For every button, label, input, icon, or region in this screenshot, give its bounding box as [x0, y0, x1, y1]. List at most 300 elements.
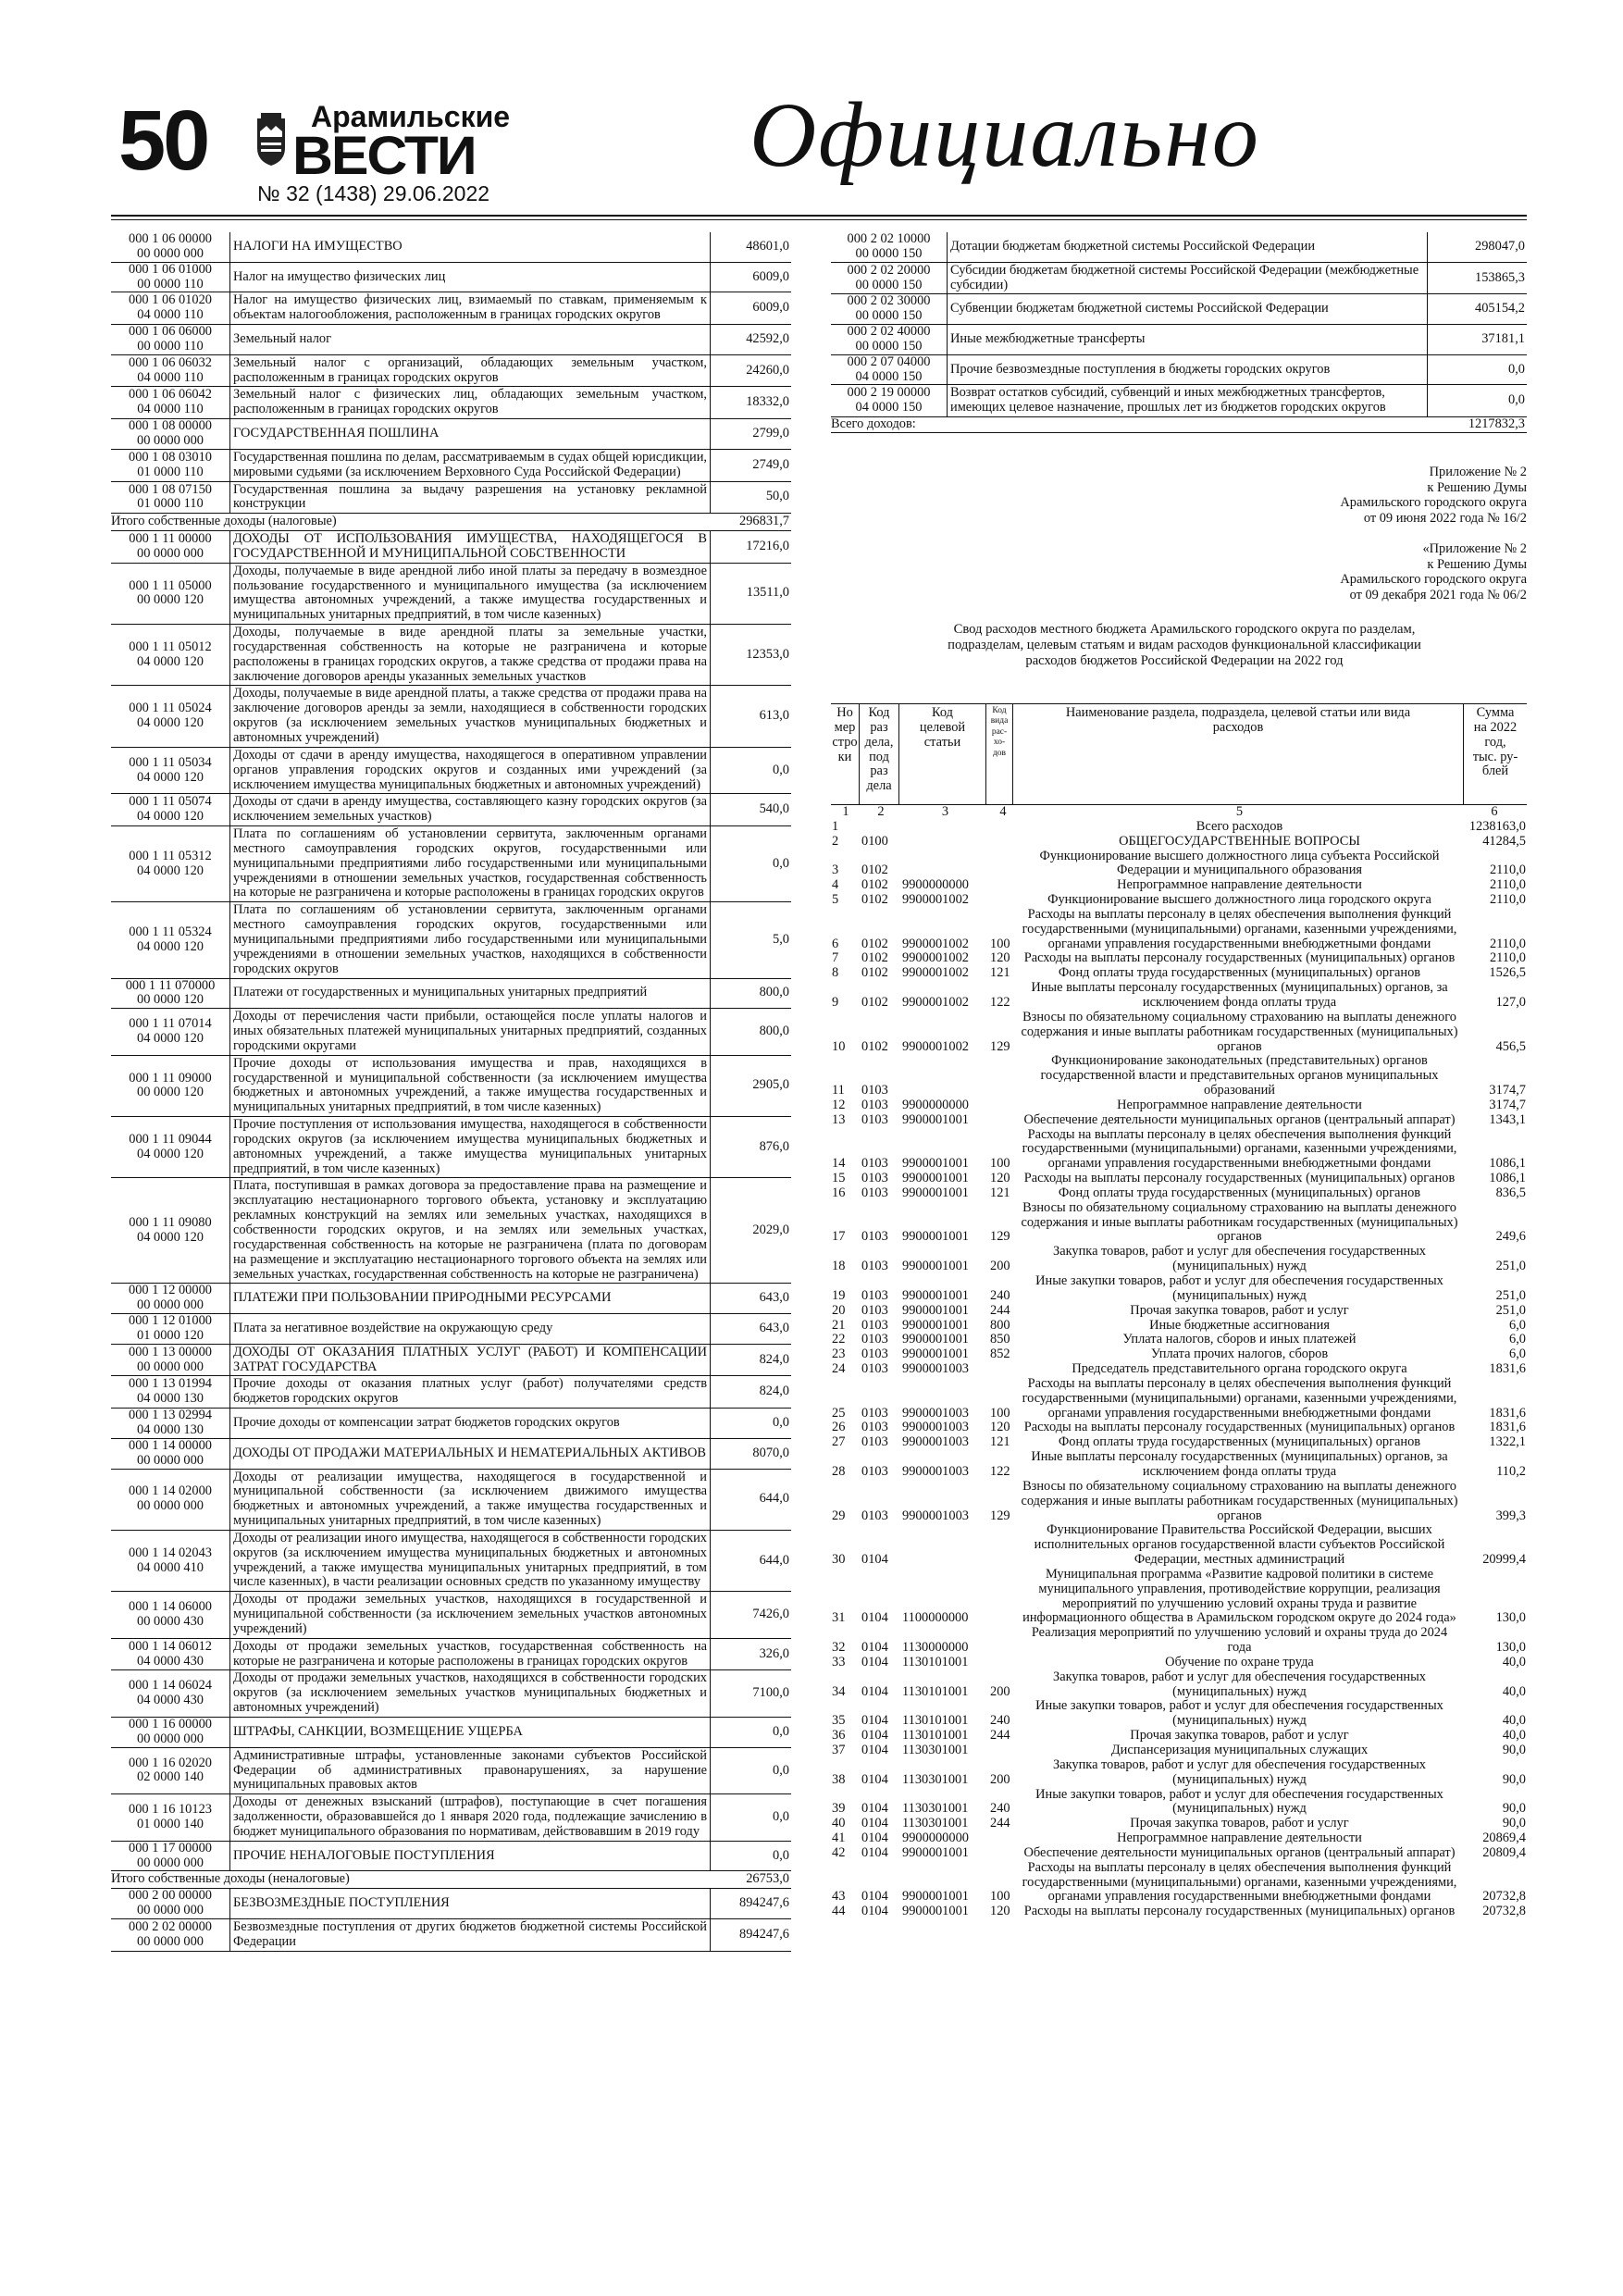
- expense-name: Расходы на выплаты персоналу государственных (муниципальных) органов: [1023, 1904, 1456, 1919]
- row-number: 10: [832, 1038, 846, 1054]
- header-target-code: [899, 704, 986, 804]
- income-value: 644,0: [759, 1491, 789, 1507]
- expense-name: Функционирование Правительства Российской Федерации, высших исполнительных органов государственной власти субъектов Российской Федерации, местных администраций: [1034, 1522, 1445, 1568]
- income-row: [111, 232, 791, 263]
- annex-line: Арамильского городского округа: [1340, 572, 1527, 588]
- income-code: 000 1 14 02043 04 0000 410: [129, 1545, 212, 1575]
- expense-name: Фонд оплаты труда государственных (муниципальных) органов: [1058, 1185, 1421, 1200]
- row-number: 43: [832, 1889, 846, 1905]
- target-code: 9900001001: [902, 1844, 969, 1860]
- expense-name: Закупка товаров, работ и услуг для обеспечения государственных (муниципальных) нужд: [1053, 1244, 1426, 1274]
- row-number: 2: [832, 833, 839, 849]
- header-name: [1013, 704, 1464, 804]
- target-code: 9900001001: [902, 1302, 969, 1318]
- income-row: [111, 514, 791, 531]
- row-number: 11: [832, 1083, 845, 1098]
- section-code: 0103: [861, 1508, 888, 1523]
- expense-row: [831, 1699, 1527, 1729]
- section-code: 0102: [861, 965, 888, 981]
- row-number: 26: [832, 1420, 846, 1435]
- target-code: 1130301001: [902, 1771, 969, 1787]
- income-name: Доходы от сдачи в аренду имущества, находящегося в оперативном управлении органов управления городских округов и созданных ими учреждений (за исключением имущества муниципальных бюджетных и автономных учреждений): [229, 748, 711, 794]
- target-code: 9900001003: [902, 1463, 969, 1479]
- row-number: 39: [832, 1801, 846, 1817]
- expense-sum: 41284,5: [1482, 833, 1526, 849]
- income-value: 8070,0: [752, 1445, 789, 1460]
- expense-sum: 110,2: [1496, 1463, 1526, 1479]
- expense-sum: 2110,0: [1489, 936, 1526, 951]
- income-row: [111, 902, 791, 978]
- expense-sum: 2110,0: [1489, 877, 1526, 893]
- expense-row: [831, 951, 1527, 966]
- expense-type-code: 852: [990, 1347, 1010, 1362]
- income-code: 000 1 12 00000 00 0000 000: [129, 1283, 212, 1313]
- expense-row: [831, 1846, 1527, 1861]
- income-name: ГОСУДАРСТВЕННАЯ ПОШЛИНА: [229, 419, 711, 449]
- expense-row: [831, 1656, 1527, 1670]
- income-name: Доходы от продажи земельных участков, государственная собственность на которые не разграничена и которые расположены в границах городских округов: [229, 1639, 711, 1670]
- income-value: 613,0: [759, 708, 789, 724]
- annex-line: «Приложение № 2: [1422, 541, 1527, 556]
- section-code: 0103: [861, 1405, 888, 1421]
- expense-sum: 20999,4: [1482, 1552, 1526, 1568]
- section-code: 0102: [861, 994, 888, 1010]
- row-number: 9: [832, 994, 839, 1010]
- row-number: 27: [832, 1434, 846, 1450]
- section-code: 0100: [861, 833, 888, 849]
- income-row: [111, 482, 791, 515]
- income-code: 000 1 11 05312 04 0000 120: [129, 848, 212, 878]
- expense-sum: 90,0: [1502, 1743, 1526, 1757]
- income-name: Доходы от продажи земельных участков, находящихся в государственной и муниципальной собственности (за исключением земельных участков автономных учреждений): [229, 1592, 711, 1638]
- section-code: 0103: [861, 1332, 888, 1347]
- expense-sum: 20732,8: [1482, 1904, 1526, 1919]
- income-row: [111, 1670, 791, 1718]
- target-code: 9900001001: [902, 1111, 969, 1127]
- income-value: 6009,0: [752, 300, 789, 316]
- row-number: 6: [832, 936, 839, 951]
- row-number: 18: [832, 1259, 846, 1274]
- expense-name: Иные закупки товаров, работ и услуг для обеспечения государственных (муниципальных) нужд: [1035, 1698, 1443, 1729]
- income-name: ШТРАФЫ, САНКЦИИ, ВОЗМЕЩЕНИЕ УЩЕРБА: [229, 1718, 711, 1747]
- income-code: 000 1 16 10123 01 0000 140: [129, 1802, 212, 1831]
- target-code: 9900001002: [902, 936, 969, 951]
- column-number: 5: [1235, 804, 1244, 819]
- income-name: Доходы от продажи земельных участков, находящихся в собственности городских округов (за исключением земельных участков муниципальных бюджетных и автономных учреждений): [229, 1670, 711, 1717]
- row-number: 8: [832, 965, 839, 981]
- expense-sum: 3174,7: [1489, 1097, 1526, 1112]
- income-code: 000 1 11 05000 00 0000 120: [129, 577, 212, 608]
- header-line: Код: [868, 705, 890, 720]
- income-value: 2029,0: [752, 1222, 789, 1237]
- expense-name: Фонд оплаты труда государственных (муниципальных) органов: [1058, 1434, 1421, 1450]
- target-code: 9900001001: [902, 1259, 969, 1274]
- expense-sum: 40,0: [1502, 1713, 1526, 1729]
- expense-row: [831, 1098, 1527, 1113]
- expense-sum: 1086,1: [1489, 1156, 1526, 1172]
- target-code: 1130301001: [902, 1743, 969, 1757]
- income-value: 0,0: [773, 1762, 789, 1778]
- target-code: 9900001001: [902, 1156, 969, 1172]
- income-name: Государственная пошлина за выдачу разрешения на установку рекламной конструкции: [229, 482, 711, 514]
- expense-type-code: 100: [990, 936, 1010, 951]
- expense-name: Прочая закупка товаров, работ и услуг: [1130, 1302, 1349, 1318]
- income-code: 000 1 14 06000 00 0000 430: [129, 1599, 212, 1630]
- expense-sum: 90,0: [1502, 1801, 1526, 1817]
- annex-line: Арамильского городского округа: [1340, 495, 1527, 511]
- expense-row: [831, 1523, 1527, 1568]
- brand-top: Арамильские: [311, 100, 511, 133]
- income-value: 37181,1: [1481, 330, 1525, 346]
- income-value: 800,0: [759, 1024, 789, 1039]
- expense-type-code: 244: [990, 1816, 1010, 1831]
- expense-name: Иные выплаты персоналу государственных (муниципальных) органов, за исключением фонда оплаты труда: [1031, 1449, 1448, 1479]
- target-code: 1130000000: [902, 1640, 969, 1656]
- income-value: 42592,0: [746, 330, 789, 346]
- income-row: [111, 1439, 791, 1470]
- income-value: 0,0: [773, 1415, 789, 1431]
- section-code: 0103: [861, 1156, 888, 1172]
- expenses-title: [861, 622, 1508, 668]
- income-name: Налог на имущество физических лиц, взимаемый по ставкам, применяемым к объектам налогообложения, расположенным в границах городских округов: [229, 292, 711, 324]
- expense-type-code: 121: [990, 1185, 1010, 1200]
- section-code: 0104: [861, 1552, 888, 1568]
- section-code: 0102: [861, 950, 888, 966]
- header-line: Сумма: [1476, 705, 1515, 720]
- expense-row: [831, 1319, 1527, 1334]
- income-code: 000 1 08 00000 00 0000 000: [129, 418, 212, 448]
- expense-type-code: 200: [990, 1771, 1010, 1787]
- income-code: 000 1 11 05074 04 0000 120: [129, 794, 212, 825]
- target-code: 9900001003: [902, 1508, 969, 1523]
- annex-line: к Решению Думы: [1427, 556, 1527, 572]
- expense-type-code: 120: [990, 1171, 1010, 1186]
- target-code: 9900001001: [902, 1317, 969, 1333]
- income-name: Налог на имущество физических лиц: [229, 263, 711, 292]
- expense-name: Закупка товаров, работ и услуг для обеспечения государственных (муниципальных) нужд: [1053, 1756, 1426, 1787]
- expense-sum: 6,0: [1509, 1347, 1526, 1362]
- income-name: Плата по соглашениям об установлении сервитута, заключенным органами местного самоуправления городских округов, государственными или муниципальными предприятиями либо государственными или муниципальными учреждениями в отношении земельных участков, государственная собственность на которые не разграничена и которые расположены в границах городских округов: [229, 826, 711, 901]
- income-code: 000 1 11 05012 04 0000 120: [129, 639, 212, 669]
- income-name: Административные штрафы, установленные законами субъектов Российской Федерации об административных правонарушениях, за нарушение муниципальных правовых актов: [229, 1748, 711, 1794]
- income-row: [111, 325, 791, 355]
- expense-row: [831, 908, 1527, 952]
- income-code: 000 1 06 06042 04 0000 110: [129, 387, 212, 417]
- income-name: Итого собственные доходы (неналоговые): [111, 1871, 350, 1887]
- income-name: ДОХОДЫ ОТ ИСПОЛЬЗОВАНИЯ ИМУЩЕСТВА, НАХОДЯЩЕГОСЯ В ГОСУДАРСТВЕННОЙ И МУНИЦИПАЛЬНОЙ СОБСТВЕННОСТИ: [229, 531, 711, 563]
- annex-note-current: [1340, 465, 1527, 526]
- income-row: [831, 417, 1527, 433]
- section-code: 0103: [861, 1287, 888, 1303]
- expense-sum: 456,5: [1495, 1038, 1526, 1054]
- expense-sum: 251,0: [1495, 1287, 1526, 1303]
- income-name: Земельный налог: [229, 325, 711, 354]
- target-code: 1130101001: [902, 1683, 969, 1699]
- income-code: 000 2 02 30000 00 0000 150: [847, 293, 931, 324]
- header-line: под: [869, 749, 889, 764]
- income-name: Прочие доходы от использования имущества и прав, находящихся в государственной и муниципальной собственности (за исключением имущества бюджетных и автономных учреждений, а также имущества государственных и муниципальных унитарных предприятий, в том числе казенных): [229, 1056, 711, 1116]
- income-row: [111, 1794, 791, 1842]
- income-row: [111, 1178, 791, 1284]
- expense-type-code: 120: [990, 1420, 1010, 1435]
- target-code: 1130301001: [902, 1816, 969, 1831]
- income-code: 000 1 16 00000 00 0000 000: [129, 1717, 212, 1746]
- row-number: 35: [832, 1713, 846, 1729]
- row-number: 3: [832, 863, 839, 878]
- header-line: дела,: [864, 734, 894, 750]
- row-number: 37: [832, 1743, 846, 1757]
- income-name: ПРОЧИЕ НЕНАЛОГОВЫЕ ПОСТУПЛЕНИЯ: [229, 1842, 711, 1871]
- target-code: 9900001002: [902, 965, 969, 981]
- income-value: 824,0: [759, 1351, 789, 1367]
- expense-row: [831, 1744, 1527, 1758]
- section-code: 0102: [861, 877, 888, 893]
- expense-name: Расходы на выплаты персоналу государственных (муниципальных) органов: [1023, 1420, 1456, 1435]
- expense-sum: 6,0: [1509, 1317, 1526, 1333]
- expense-sum: 251,0: [1495, 1259, 1526, 1274]
- income-value: 0,0: [773, 1809, 789, 1825]
- expense-sum: 20869,4: [1482, 1831, 1526, 1846]
- expense-name: Уплата налогов, сборов и иных платежей: [1122, 1332, 1357, 1347]
- expense-sum: 3174,7: [1489, 1083, 1526, 1098]
- expense-sum: 399,3: [1495, 1508, 1526, 1523]
- expense-row: [831, 1274, 1527, 1304]
- income-row: [111, 1117, 791, 1178]
- target-code: 9900001003: [902, 1420, 969, 1435]
- expense-sum: 2110,0: [1489, 892, 1526, 908]
- row-number: 29: [832, 1508, 846, 1523]
- income-value: 0,0: [773, 1847, 789, 1863]
- income-value: 876,0: [759, 1138, 789, 1154]
- expense-name: Фонд оплаты труда государственных (муниципальных) органов: [1058, 965, 1421, 981]
- expense-row: [831, 1113, 1527, 1128]
- income-row: [831, 325, 1527, 355]
- income-name: Платежи от государственных и муниципальных унитарных предприятий: [229, 979, 711, 1009]
- expense-sum: 90,0: [1502, 1816, 1526, 1831]
- section-code: 0104: [861, 1771, 888, 1787]
- target-code: 9900001003: [902, 1405, 969, 1421]
- expense-row: [831, 1435, 1527, 1450]
- coat-of-arms-icon: [255, 113, 287, 167]
- expense-row: [831, 1905, 1527, 1919]
- row-number: 7: [832, 950, 839, 966]
- expense-sum: 1322,1: [1489, 1434, 1526, 1450]
- expense-type-code: 240: [990, 1801, 1010, 1817]
- income-name: Доходы, получаемые в виде арендной платы за земельные участки, государственная собственность на которые не разграничена и которые расположены в границах городских округов, а также средства от продажи права на заключение договоров аренды указанных земельных участков: [229, 625, 711, 685]
- target-code: 9900000000: [902, 877, 969, 893]
- section-code: 0103: [861, 1083, 888, 1098]
- expense-row: [831, 1304, 1527, 1319]
- expense-name: Иные закупки товаров, работ и услуг для обеспечения государственных (муниципальных) нужд: [1035, 1273, 1443, 1303]
- income-name: Возврат остатков субсидий, субвенций и иных межбюджетных трансфертов, имеющих целевое назначение, прошлых лет из бюджетов городских округов: [947, 385, 1428, 416]
- header-line: стро: [832, 734, 858, 750]
- income-name: Прочие доходы от оказания платных услуг (работ) получателями средств бюджетов городских округов: [229, 1376, 711, 1408]
- income-value: 7100,0: [752, 1685, 789, 1701]
- expense-name: Функционирование высшего должностного лица городского округа: [1047, 892, 1431, 908]
- expense-name: Иные выплаты персоналу государственных (муниципальных) органов, за исключением фонда оплаты труда: [1031, 980, 1448, 1010]
- income-value: 644,0: [759, 1552, 789, 1568]
- income-code: 000 2 02 20000 00 0000 150: [847, 262, 931, 292]
- income-row: [111, 419, 791, 450]
- expense-name: Расходы на выплаты персоналу государственных (муниципальных) органов: [1023, 1171, 1456, 1186]
- expense-row: [831, 1758, 1527, 1788]
- expense-row: [831, 1670, 1527, 1700]
- row-number: 17: [832, 1229, 846, 1245]
- income-name: Доходы от денежных взысканий (штрафов), поступающие в счет погашения задолженности, образовавшейся до 1 января 2020 года, подлежащие зачислению в бюджет муниципального образования по нормативам, действовавшим в 2019 году: [229, 1794, 711, 1841]
- target-code: 9900001001: [902, 1171, 969, 1186]
- income-value: 540,0: [759, 801, 789, 817]
- expense-type-code: 200: [990, 1259, 1010, 1274]
- income-name: ДОХОДЫ ОТ ОКАЗАНИЯ ПЛАТНЫХ УСЛУГ (РАБОТ) И КОМПЕНСАЦИИ ЗАТРАТ ГОСУДАРСТВА: [229, 1345, 711, 1376]
- annex-line: от 09 декабря 2021 года № 06/2: [1349, 587, 1527, 602]
- income-name: Субсидии бюджетам бюджетной системы Российской Федерации (межбюджетные субсидии): [947, 263, 1428, 294]
- expense-sum: 20809,4: [1482, 1844, 1526, 1860]
- target-code: 1130101001: [902, 1654, 969, 1669]
- row-number: 38: [832, 1771, 846, 1787]
- expenses-table-body: [831, 805, 1527, 1919]
- header-line: блей: [1481, 763, 1509, 779]
- expense-name: Обучение по охране труда: [1165, 1654, 1314, 1669]
- header-line: год,: [1484, 734, 1506, 750]
- header-line: дела: [866, 778, 892, 794]
- expense-row: [831, 1172, 1527, 1186]
- income-row: [831, 355, 1527, 386]
- expense-name: Расходы на выплаты персоналу в целях обеспечения выполнения функций государственными (муниципальными) органами, казенными учреждениями, органами управления государственными внебюджетными фондами: [1022, 906, 1457, 951]
- section-code: 0104: [861, 1816, 888, 1831]
- target-code: 1100000000: [902, 1610, 969, 1626]
- page-number: 50: [118, 93, 208, 188]
- expense-row: [831, 1011, 1527, 1055]
- income-table-left: [111, 232, 791, 1952]
- section-code: 0103: [861, 1171, 888, 1186]
- expense-sum: 20732,8: [1482, 1889, 1526, 1905]
- expense-row: [831, 1861, 1527, 1905]
- expense-sum: 1831,6: [1489, 1420, 1526, 1435]
- expense-row: [831, 1377, 1527, 1421]
- column-number: 2: [877, 804, 885, 819]
- expense-name: Расходы на выплаты персоналу в целях обеспечения выполнения функций государственными (муниципальными) органами, казенными учреждениями, органами управления государственными внебюджетными фондами: [1022, 1375, 1457, 1421]
- income-code: 000 1 06 01000 00 0000 110: [129, 261, 212, 292]
- section-code: 0103: [861, 1463, 888, 1479]
- section-code: 0104: [861, 1640, 888, 1656]
- income-code: 000 1 06 06032 04 0000 110: [129, 354, 212, 385]
- expense-row: [831, 893, 1527, 908]
- expense-name: Всего расходов: [1196, 818, 1283, 834]
- income-name: Иные межбюджетные трансферты: [947, 325, 1428, 354]
- header-line: ки: [837, 749, 852, 764]
- expense-name: Непрограммное направление деятельности: [1117, 1831, 1362, 1846]
- section-code: 0103: [861, 1111, 888, 1127]
- income-row: [111, 1748, 791, 1795]
- header-expense-type-code: [986, 704, 1013, 804]
- target-code: 9900000000: [902, 1097, 969, 1112]
- expense-sum: 127,0: [1495, 994, 1526, 1010]
- income-row: [831, 232, 1527, 263]
- expense-row: [831, 1128, 1527, 1173]
- section-code: 0102: [861, 1038, 888, 1054]
- income-row: [831, 294, 1527, 325]
- income-code: 000 1 06 01020 04 0000 110: [129, 292, 212, 323]
- row-number: 21: [832, 1317, 846, 1333]
- income-value: 26753,0: [746, 1871, 789, 1887]
- expense-type-code: 200: [990, 1683, 1010, 1699]
- income-code: 000 2 02 00000 00 0000 000: [129, 1918, 212, 1949]
- income-row: [111, 292, 791, 325]
- row-number: 19: [832, 1287, 846, 1303]
- income-code: 000 2 00 00000 00 0000 000: [129, 1888, 212, 1918]
- target-code: 9900001003: [902, 1434, 969, 1450]
- income-code: 000 1 16 02020 02 0000 140: [129, 1755, 212, 1785]
- expense-type-code: 244: [990, 1302, 1010, 1318]
- header-section-code: [860, 704, 899, 804]
- row-number: 22: [832, 1332, 846, 1347]
- income-name: ДОХОДЫ ОТ ПРОДАЖИ МАТЕРИАЛЬНЫХ И НЕМАТЕРИАЛЬНЫХ АКТИВОВ: [229, 1439, 711, 1469]
- expense-type-code: 129: [990, 1038, 1010, 1054]
- income-value: 5,0: [773, 931, 789, 947]
- income-name: Прочие поступления от использования имущества, находящегося в собственности городских округов (за исключением имущества муниципальных бюджетных и автономных учреждений, а также имущества муниципальных унитарных предприятий, в том числе казенных): [229, 1117, 711, 1177]
- income-row: [111, 1345, 791, 1377]
- income-row: [111, 1009, 791, 1056]
- expense-type-code: 100: [990, 1405, 1010, 1421]
- row-number: 44: [832, 1904, 846, 1919]
- income-value: 0,0: [773, 1723, 789, 1739]
- income-value: 894247,6: [739, 1895, 789, 1911]
- income-name: БЕЗВОЗМЕЗДНЫЕ ПОСТУПЛЕНИЯ: [229, 1889, 711, 1918]
- expense-type-code: 129: [990, 1229, 1010, 1245]
- expense-name: Обеспечение деятельности муниципальных органов (центральный аппарат): [1023, 1111, 1456, 1127]
- income-code: 000 1 13 02994 04 0000 130: [129, 1408, 212, 1437]
- income-code: 000 1 11 09080 04 0000 120: [129, 1215, 212, 1245]
- income-name: Доходы от реализации имущества, находящегося в государственной и муниципальной собственности (за исключением движимого имущества бюджетных и автономных учреждений, а также имущества государственных и муниципальных унитарных предприятий, в том числе казенных): [229, 1470, 711, 1530]
- expense-row: [831, 850, 1527, 879]
- annex-line: Приложение № 2: [1429, 465, 1527, 479]
- expense-row: [831, 1817, 1527, 1831]
- income-code: 000 2 02 40000 00 0000 150: [847, 324, 931, 354]
- expense-name: Расходы на выплаты персоналу государственных (муниципальных) органов: [1023, 950, 1456, 966]
- income-value: 0,0: [1508, 361, 1525, 377]
- income-code: 000 1 11 05324 04 0000 120: [129, 925, 212, 954]
- row-number: 15: [832, 1171, 846, 1186]
- row-number: 20: [832, 1302, 846, 1318]
- expense-type-code: 244: [990, 1728, 1010, 1744]
- income-name: Земельный налог с физических лиц, обладающих земельным участком, расположенным в границах городских округов: [229, 387, 711, 418]
- income-value: 48601,0: [746, 238, 789, 254]
- income-row: [111, 826, 791, 902]
- row-number: 12: [832, 1097, 846, 1112]
- section-code: 0103: [861, 1229, 888, 1245]
- expense-row: [831, 1333, 1527, 1347]
- expense-name: Закупка товаров, работ и услуг для обеспечения государственных (муниципальных) нужд: [1053, 1669, 1426, 1699]
- income-row: [111, 1314, 791, 1345]
- expense-name: Диспансеризация муниципальных служащих: [1110, 1743, 1369, 1757]
- target-code: 1130301001: [902, 1801, 969, 1817]
- income-row: [111, 625, 791, 686]
- income-code: 000 1 14 02000 00 0000 000: [129, 1483, 212, 1514]
- section-code: 0104: [861, 1904, 888, 1919]
- header-rule-thin: [111, 219, 1527, 220]
- target-code: 9900001003: [902, 1361, 969, 1377]
- income-code: 000 1 11 07014 04 0000 120: [129, 1016, 212, 1046]
- section-title: Официально: [750, 83, 1260, 186]
- section-code: 0104: [861, 1713, 888, 1729]
- income-row: [111, 1056, 791, 1117]
- expenses-table: [831, 703, 1527, 1919]
- income-code: 000 2 19 00000 04 0000 150: [847, 385, 931, 416]
- income-name: Государственная пошлина по делам, рассматриваемым в судах общей юрисдикции, мировыми судьями (за исключением Верховного Суда Российской Федерации): [229, 450, 711, 481]
- expense-sum: 130,0: [1495, 1610, 1526, 1626]
- section-code: 0103: [861, 1302, 888, 1318]
- expense-name: Уплата прочих налогов, сборов: [1150, 1347, 1329, 1362]
